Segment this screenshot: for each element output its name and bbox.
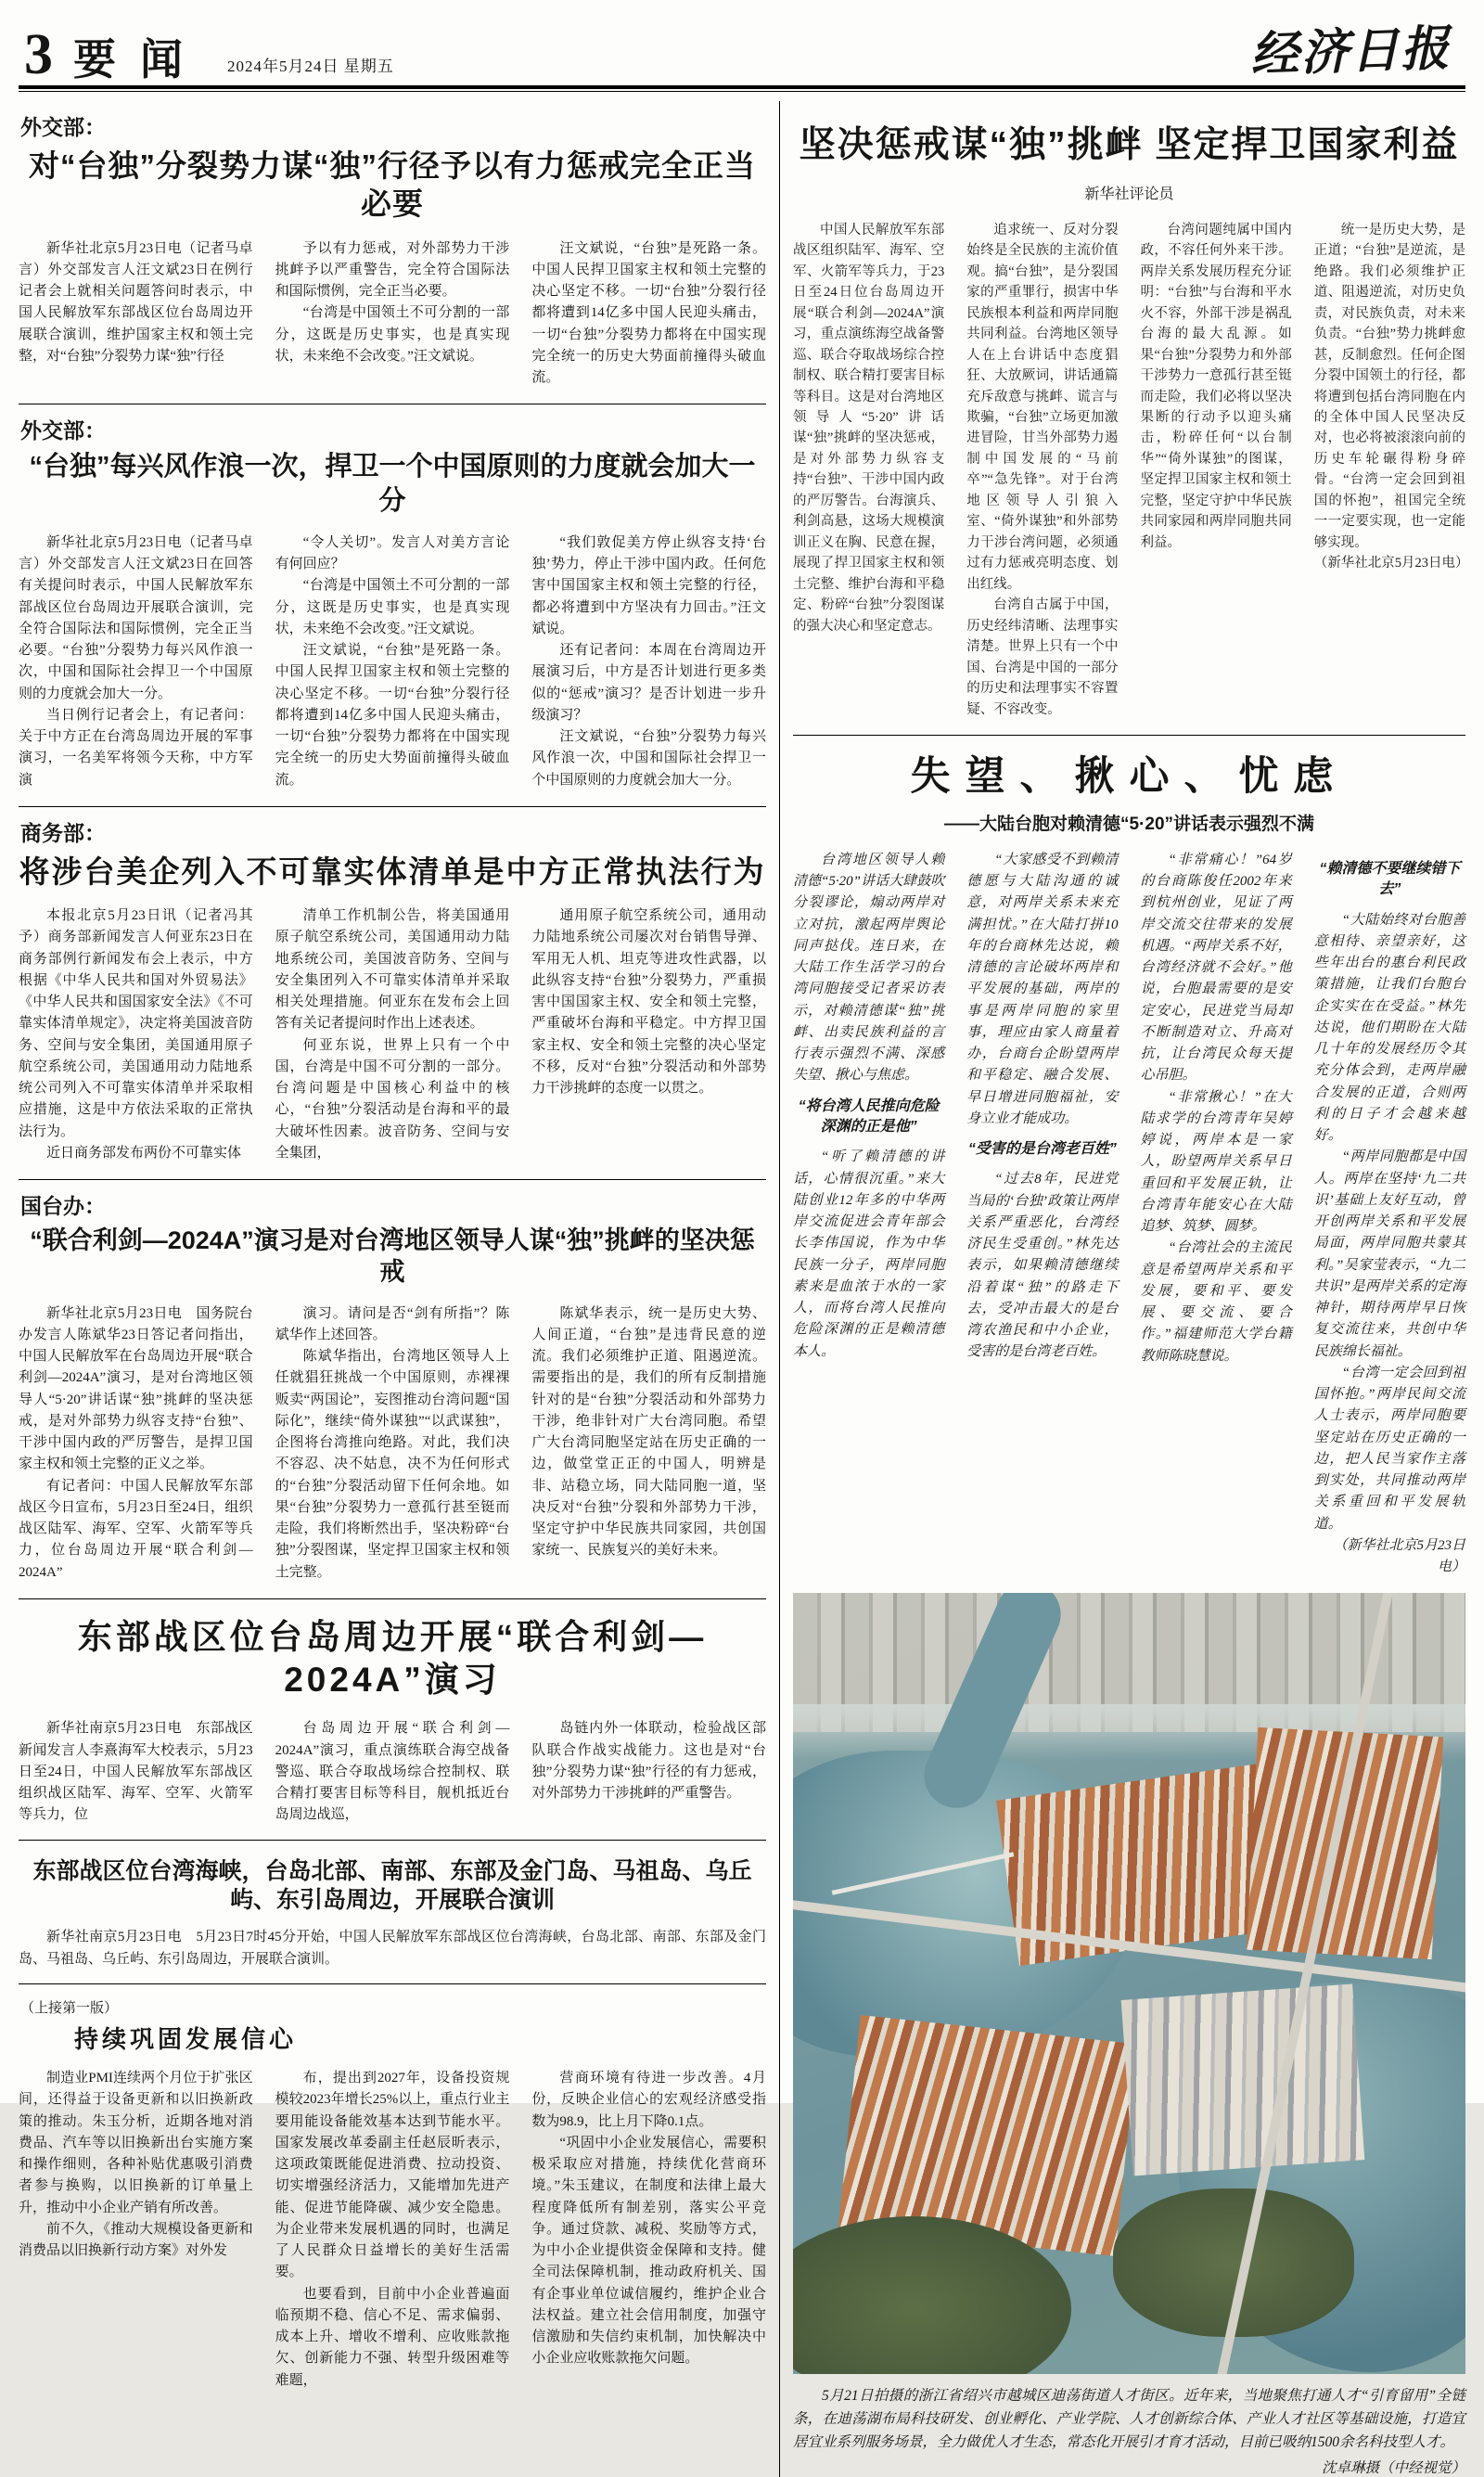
paragraph: 予以有力惩戒，对外部势力干涉挑衅予以严重警告，完全符合国际法和国际惯例，完全正当必要。	[275, 240, 510, 299]
paragraph: 新华社北京5月23日电（记者马卓言）外交部发言人汪文斌23日在回答有关提问时表示，中国人民解放军东部战区位台岛周边开展联合演训，完全符合国际法和国际惯例，完全正当必要。“台独”分裂势力每兴风作浪一次，中国和国际社会捍卫一个中国原则的力度就会加大一分。	[19, 534, 253, 701]
paragraph: “巩固中小企业发展信心，需要积极采取应对措施，持续优化营商环境。”朱玉建议，在制度和法律上最大程度降低所有制差别，落实公平竞争。通过贷款、减税、奖励等方式，为中小企业提供资金保障和支持。健全司法保障机制，推动政府机关、国有企事业单位诚信履约，维护企业合法权益。建立社会信用制度，加强守信激励和失信约束机制，加快解决中小企业应收账款拖欠问题。	[531, 2135, 766, 2367]
article-headline: 东部战区位台湾海峡，台岛北部、南部、东部及金门岛、马祖岛、乌丘屿、东引岛周边，开展联合演训	[32, 1857, 752, 1913]
photo-building-cluster	[1247, 1727, 1443, 1959]
continuation-section	[19, 1997, 766, 2392]
text-column	[1141, 850, 1292, 1579]
right-column-region	[793, 101, 1469, 2477]
text-column	[531, 1718, 766, 1826]
text-column	[19, 2068, 253, 2392]
paragraph: 也要看到，目前中小企业普遍面临预期不稳、信心不足、需求偏弱、成本上升、增收不增利、应收账款拖欠、创新能力不强、转型升级困难等难题，	[275, 2286, 510, 2388]
text-column	[966, 220, 1118, 720]
text-column	[19, 905, 253, 1164]
article-headline: 失望、揪心、忧虑	[910, 754, 1349, 799]
article-headline: 坚决惩戒谋“独”挑衅 坚定捍卫国家利益	[799, 125, 1460, 165]
article-reaction	[793, 752, 1465, 1578]
article-headline: 将涉台美企列入不可靠实体清单是中方正常执法行为	[19, 853, 766, 889]
text-column	[275, 905, 510, 1164]
photo-caption: 5月21日拍摄的浙江省绍兴市越城区迪荡街道人才街区。近年来，当地聚焦打通人才“引育留用”全链条，在迪荡湖布局科技研发、创业孵化、产业学院、人才创新综合体、产业人才社区等基础设施，打造宜居宜业系列服务场景，全力做优人才生态，常态化开展引才育才活动，目前已吸纳1500余名科技型人才。	[793, 2388, 1465, 2450]
paragraph: “两岸同胞都是中国人。两岸在坚持‘九二共识’基础上友好互动，曾开创两岸关系和平发展局面，两岸同胞共蒙其利。”吴家莹表示，“九二共识”是两岸关系的定海神针，期待两岸早日恢复交流往来，共创中华民族绵长福祉。	[1313, 1149, 1465, 1359]
article-headline: 对“台独”分裂势力谋“独”行径予以有力惩戒完全正当必要	[29, 148, 756, 222]
paragraph: 台湾地区领导人赖清德“5·20”讲话大肆鼓吹分裂谬论，煽动两岸对立对抗，激起两岸舆论同声挞伐。连日来，在大陆工作生活学习的台湾同胞接受记者采访表示，对赖清德谋“独”挑衅、出卖民族利益的言行表示强烈不满、深感失望、揪心与焦虑。	[793, 852, 945, 1084]
paragraph: “令人关切”。发言人对美方言论有何回应？	[275, 534, 510, 571]
paragraph: “大家感受不到赖清德愿与大陆沟通的诚意，对两岸关系未来充满担忧。”在大陆打拼10年的台商林先达说，赖清德的言论破坏两岸和平发展的基础，两岸的事是两岸同胞的家里事，理应由家人商量着办，台商台企盼望两岸和平稳定、融合发展、早日增进同胞福祉，安身立业才能成功。	[966, 852, 1119, 1126]
paragraph: 新华社北京5月23日电 国务院台办发言人陈斌华23日答记者问指出，中国人民解放军在台岛周边开展“联合利剑—2024A”演习，是对台湾地区领导人“5·20”讲话谋“独”挑衅的坚决惩戒，是对外部势力纵容支持“台独”、干涉中国内政的严厉警告，是捍卫国家主权和领土完整的正义之举。	[19, 1305, 253, 1472]
text-column	[275, 533, 510, 791]
text-column	[275, 1303, 510, 1584]
paragraph: “大陆始终对台胞善意相待、亲望亲好，这些年出台的惠台利民政策措施，让我们台胞台企实实在在受益。”林先达说，他们期盼在大陆几十年的发展经历令其充分体会到，走两岸融合发展的正道，合则两利的日子才会越来越好。	[1313, 912, 1465, 1144]
article-body-text: 新华社南京5月23日电 5月23日7时45分开始，中国人民解放军东部战区位台湾海峡，台岛北部、南部、东部及金门岛、马祖岛、乌丘屿、东引岛周边，开展联合演训。	[19, 1930, 766, 1967]
paragraph: 台湾问题纯属中国内政，不容任何外来干涉。两岸关系发展历程充分证明：“台独”与台海和平水火不容，外部干涉是祸乱台海的最大乱源。如果“台独”分裂势力和外部干涉势力一意孤行甚至铤而走险，我们必将以坚决果断的行动予以迎头痛击，粉碎任何“以台制华”“倚外谋独”的图谋，坚定捍卫国家主权和领土完整，坚定守护中华民族共同家园和两岸同胞共同利益。	[1140, 222, 1292, 550]
article-body	[793, 220, 1469, 720]
article-divider	[793, 735, 1465, 736]
paragraph: 本报北京5月23日讯（记者冯其予）商务部新闻发言人何亚东23日在商务部例行新闻发布会上表示，中方根据《中华人民共和国对外贸易法》《中华人民共和国国家安全法》《不可靠实体清单规定》，决定将美国波音防务、空间与安全集团，美国通用原子航空系统公司，美国通用动力陆地系统公司列入不可靠实体清单并采取相应措施，这是中方依法采取的正常执法行为。	[19, 908, 253, 1139]
text-column	[1313, 220, 1469, 720]
continuation-title: 持续巩固发展信心	[74, 2025, 298, 2053]
paragraph: 台湾自古属于中国，历史经纬清晰、法理事实清楚。世界上只有一个中国、台湾是中国的一部分的历史和法理事实不容置疑、不容改变。	[966, 597, 1119, 717]
paragraph: 新华社北京5月23日电（记者马卓言）外交部发言人汪文斌23日在例行记者会上就相关问题答问时表示，中国人民解放军东部战区位台岛周边开展联合演训，维护国家主权和领土完整，对“台独”分裂势力谋“独”行径	[19, 240, 253, 364]
aerial-city-photo	[793, 1593, 1465, 2374]
article-body	[19, 533, 766, 791]
paragraph: 演习。请问是否“剑有所指”？陈斌华作上述回答。	[275, 1305, 510, 1342]
article-divider	[19, 806, 766, 807]
article-mofcom	[19, 816, 766, 1180]
paragraph: 汪文斌说，“台独”是死路一条。中国人民捍卫国家主权和领土完整的决心坚定不移。一切“台独”分裂行径都将遭到14亿多中国人民迎头痛击，一切“台独”分裂势力都将在中国实现完全统一的历史大势面前撞得头破血流。	[531, 240, 766, 385]
sub-headline: “赖清德不要继续错下去”	[1319, 860, 1461, 898]
text-column	[793, 220, 944, 720]
paragraph: 何亚东说，世界上只有一个中国，台湾是中国不可分割的一部分。台湾问题是中国核心利益中的核心，“台独”分裂活动是台海和平的最大破坏性因素。波音防务、空间与安全集团，	[275, 1037, 510, 1161]
paragraph: “台湾社会的主流民意是希望两岸关系和平发展，要和平、要发展、要交流、要合作。”福建师范大学台籍教师陈晓慧说。	[1140, 1240, 1292, 1364]
paragraph: “台湾是中国领土不可分割的一部分，这既是历史事实，也是真实现状，未来绝不会改变。”汪文斌说。	[275, 305, 510, 364]
article-body	[19, 1718, 766, 1826]
article-kicker: 国台办：	[20, 1195, 106, 1218]
paragraph: “过去8年，民进党当局的‘台独’政策让两岸关系严重恶化，台湾经济民生受重创。”林先达表示，如果赖清德继续沿着谋“独”的路走下去，受冲击最大的是台湾农渔民和中小企业，受害的是台湾老百姓。	[966, 1172, 1119, 1360]
dateline: （新华社北京5月23日电）	[1333, 1537, 1465, 1575]
section-title: 要闻	[73, 36, 207, 83]
text-column	[793, 850, 944, 1579]
article-headline: “台独”每兴风作浪一次，捍卫一个中国原则的力度就会加大一分	[29, 452, 756, 516]
article-headline: 东部战区位台岛周边开展“联合利剑—2024A”演习	[77, 1617, 708, 1699]
paragraph: 当日例行记者会上，有记者问：关于中方正在台湾岛周边开展的军事演习，一名美军将领今天称，中方军演	[19, 707, 253, 788]
article-subtitle: ——大陆台胞对赖清德“5·20”讲话表示强烈不满	[943, 814, 1315, 834]
text-column	[531, 533, 766, 791]
paragraph: 统一是历史大势，是正道；“台独”是逆流，是绝路。我们必须维护正道、阻遏逆流，对历史负责，对民族负责，对未来负责。“台独”势力挑衅愈甚，反制愈烈。任何企图分裂中国领土的行径，都将遭到包括台湾同胞在内的全体中国人民坚决反对，也必将被滚滚向前的历史车轮碾得粉身碎骨。“台湾一定会回到祖国的怀抱”，祖国完全统一一定要实现，也一定能够实现。	[1313, 222, 1465, 550]
text-column	[531, 2068, 766, 2392]
paragraph: 制造业PMI连续两个月位于扩张区间，还得益于设备更新和以旧换新政策的推动。朱玉分析，近期各地对消费品、汽车等以旧换新出台实施方案和操作细则，各种补贴优惠吸引消费者参与换购，以旧换新的订单量上升，推动中小企业产销有所改善。	[19, 2071, 253, 2215]
text-column	[531, 238, 766, 390]
article-joint-drills	[19, 1840, 766, 1985]
paragraph: 近日商务部发布两份不可靠实体	[46, 1145, 242, 1161]
article-body	[19, 238, 766, 390]
sub-headline: “将台湾人民推向危险 深渊的正是他”	[798, 1097, 940, 1135]
article-body	[19, 905, 766, 1164]
photo-credit: 沈卓琳摄（中经视觉）	[1321, 2459, 1465, 2476]
text-column	[275, 238, 510, 390]
paragraph: 陈斌华表示，统一是历史大势、人间正道，“台独”是违背民意的逆流。我们必须维护正道、阻遏逆流。需要指出的是，我们的所有反制措施针对的是“台独”分裂活动和外部势力干涉，绝非针对广大台湾同胞。希望广大台湾同胞坚定站在历史正确的一边，做堂堂正正的中国人，明辨是非、站稳立场，同大陆同胞一道，坚决反对“台独”分裂和外部势力干涉，坚定守护中华民族共同家园，共创国家统一、民族复兴的美好未来。	[531, 1305, 766, 1559]
byline: 新华社评论员	[1084, 186, 1174, 202]
jump-note: （上接第一版）	[20, 2001, 119, 2016]
paragraph: 陈斌华指出，台湾地区领导人上任就猖狂挑战一个中国原则，赤裸裸贩卖“两国论”，妄图推动台湾问题“国际化”，继续“倚外谋独”“以武谋独”，企图将台湾推向绝路。对此，我们决不容忍、决不姑息，决不为任何形式的“台独”分裂活动留下任何余地。如果“台独”分裂势力一意孤行甚至铤而走险，我们将断然出手，坚决粉碎“台独”分裂图谋，坚定捍卫国家主权和领土完整。	[275, 1349, 510, 1580]
paragraph: 营商环境有待进一步改善。4月份，反映企业信心的宏观经济感受指数为98.9，比上月下降0.1点。	[531, 2071, 766, 2129]
dateline: （新华社北京5月23日电）	[1313, 556, 1469, 571]
page-number: 3	[24, 23, 53, 87]
sub-headline: “受害的是台湾老百姓”	[967, 1141, 1117, 1157]
article-commentary	[793, 123, 1469, 736]
paragraph: “非常揪心！”在大陆求学的台湾青年吴婷婷说，两岸本是一家人，盼望两岸关系早日重回和平发展正轨，让台湾青年能安心在大陆追梦、筑梦、圆梦。	[1140, 1089, 1292, 1234]
text-column	[531, 905, 766, 1164]
article-body	[19, 2068, 766, 2392]
text-column	[275, 2068, 510, 2392]
article-divider	[19, 1179, 766, 1180]
article-mofa-1	[19, 110, 766, 404]
paragraph: “台湾是中国领土不可分割的一部分，这既是历史事实，也是真实现状，未来绝不会改变。”汪文斌说。	[275, 578, 510, 636]
article-kicker: 外交部：	[20, 419, 106, 443]
text-column	[1314, 850, 1465, 1579]
left-column-region	[19, 101, 766, 2477]
paragraph: 台岛周边开展“联合利剑—2024A”演习，重点演练联合海空战备警巡、联合夺取战场综合控制权、联合精打要害目标等科目，舰机抵近台岛周边战巡，	[275, 1721, 510, 1823]
text-column	[966, 850, 1118, 1579]
paragraph: 新华社南京5月23日电 东部战区新闻发言人李熹海军大校表示，5月23日至24日，中国人民解放军东部战区组织战区陆军、海军、空军、火箭军等兵力，位	[19, 1721, 253, 1823]
paragraph: 中国人民解放军东部战区组织陆军、海军、空军、火箭军等兵力，于23日至24日位台岛周边开展“联合利剑—2024A”演习，重点演练海空战备警巡、联合夺取战场综合控制权、联合精打要害目标等科目。这是对台湾地区领导人“5·20”讲话谋“独”挑衅的坚决惩戒，是对外部势力纵容支持“台独”、干涉中国内政的严厉警告。台海演兵、利剑高悬，这场大规模演训正义在胸、民意在握，展现了捍卫国家主权和领土完整、维护台海和平稳定、粉碎“台独”分裂图谋的强大决心和坚定意志。	[793, 222, 945, 634]
text-column	[19, 1718, 253, 1826]
text-column	[19, 238, 253, 390]
paragraph: 追求统一、反对分裂始终是全民族的主流价值观。搞“台独”，是分裂国家的严重罪行，损害中华民族根本利益和两岸同胞共同利益。台湾地区领导人在上台讲话中态度猖狂、大放厥词，讲话通篇充斥敌意与挑衅、谎言与欺骗，“台独”立场更加激进冒险，甘当外部势力遏制中国发展的“马前卒”“急先锋”。对于台湾地区领导人引狼入室、“倚外谋独”和外部势力干涉台湾问题，必须通过有力惩戒亮明态度、划出红线。	[966, 222, 1119, 592]
photo-caption-block	[793, 2385, 1465, 2476]
paragraph: 还有记者问：本周在台湾周边开展演习后，中方是否计划进行更多类似的“惩戒”演习？是否计划进一步升级演习？	[531, 643, 766, 723]
vertical-rule	[779, 101, 780, 2477]
paragraph: “非常痛心！”64岁的台商陈俊任2002年来到杭州创业，见证了两岸交流交往带来的发展机遇。“两岸关系不好，台湾经济就不会好。”他说，台胞最需要的是安定安心，民进党当局却不断制造对立、升高对抗，让台湾民众每天提心吊胆。	[1140, 852, 1292, 1084]
paragraph: 前不久，《推动大规模设备更新和消费品以旧换新行动方案》对外发	[19, 2221, 253, 2258]
paragraph: 清单工作机制公告，将美国通用原子航空系统公司，美国通用动力陆地系统公司，美国波音防务、空间与安全集团列入不可靠实体清单并采取相关处理措施。何亚东在发布会上回答有关记者提问时作出上述表述。	[275, 908, 510, 1032]
masthead-logo: 经济日报	[1249, 19, 1452, 83]
article-headline: “联合利剑—2024A”演习是对台湾地区领导人谋“独”挑衅的坚决惩戒	[30, 1226, 755, 1286]
paragraph: “听了赖清德的讲话，心情很沉重。”来大陆创业12年多的中华两岸交流促进会青年部会长李伟国说，作为中华民族一分子，两岸同胞素来是血浓于水的一家人，而将台湾人民推向危险深渊的正是赖清德本人。	[793, 1149, 945, 1359]
paragraph: 汪文斌说，“台独”分裂势力每兴风作浪一次，中国和国际社会捍卫一个中国原则的力度就会加大一分。	[531, 729, 766, 788]
paragraph: 岛链内外一体联动，检验战区部队联合作战实战能力。这也是对“台独”分裂势力谋“独”行径的有力惩戒，对外部势力干涉挑衅的严重警告。	[531, 1721, 766, 1801]
text-column	[275, 1718, 510, 1826]
paragraph: 汪文斌说，“台独”是死路一条。中国人民捍卫国家主权和领土完整的决心坚定不移。一切“台独”分裂行径都将遭到14亿多中国人民迎头痛击，一切“台独”分裂势力都将在中国实现完全统一的历史大势面前撞得头破血流。	[275, 643, 510, 788]
paragraph: “台湾一定会回到祖国怀抱。”两岸民间交流人士表示，两岸同胞要坚定站在历史正确的一边，把人民当家作主落到实处，共同推动两岸关系重回和平发展轨道。	[1313, 1365, 1465, 1532]
paragraph: 有记者问：中国人民解放军东部战区今日宣布，5月23日至24日，组织战区陆军、海军、空军、火箭军等兵力，位台岛周边开展“联合利剑—2024A”	[19, 1478, 253, 1580]
article-body	[793, 850, 1465, 1579]
date-line: 2024年5月24日 星期五	[227, 58, 394, 75]
article-mofa-2	[19, 414, 766, 807]
photo-building-cluster	[1121, 1984, 1365, 2176]
article-divider	[19, 1598, 766, 1599]
page-header	[19, 9, 1465, 87]
article-kicker: 商务部：	[20, 821, 106, 845]
article-gtb	[19, 1189, 766, 1599]
text-column	[1141, 220, 1292, 720]
article-body	[19, 1303, 766, 1584]
paragraph: “我们敦促美方停止纵容支持‘台独’势力，停止干涉中国内政。任何危害中国国家主权和领土完整的行径，都必将遭到中方坚决有力回击。”汪文斌说。	[531, 534, 766, 636]
article-kicker: 外交部：	[20, 116, 106, 139]
article-exercise	[19, 1616, 766, 1827]
text-column	[19, 533, 253, 791]
paragraph: 通用原子航空系统公司，通用动力陆地系统公司屡次对台销售导弹、军用无人机、坦克等进攻性武器，以此纵容支持“台独”分裂势力，严重损害中国国家主权、安全和领土完整，严重破坏台海和平稳定。中方捍卫国家主权、安全和领土完整的决心坚定不移，反对“台独”分裂活动和外部势力干涉挑衅的态度一以贯之。	[531, 908, 766, 1096]
header-rule	[19, 85, 1465, 92]
text-column	[531, 1303, 766, 1584]
text-column	[19, 1303, 253, 1584]
paragraph: 布，提出到2027年，设备投资规模较2023年增长25%以上，重点行业主要用能设备能效基本达到节能水平。国家发展改革委副主任赵辰昕表示，这项政策既能促进消费、拉动投资、切实增强经济活力，又能增加先进产能、促进节能降碳、减少安全隐患。为企业带来发展机遇的同时，也满足了人民群众日益增长的美好生活需要。	[275, 2071, 510, 2280]
